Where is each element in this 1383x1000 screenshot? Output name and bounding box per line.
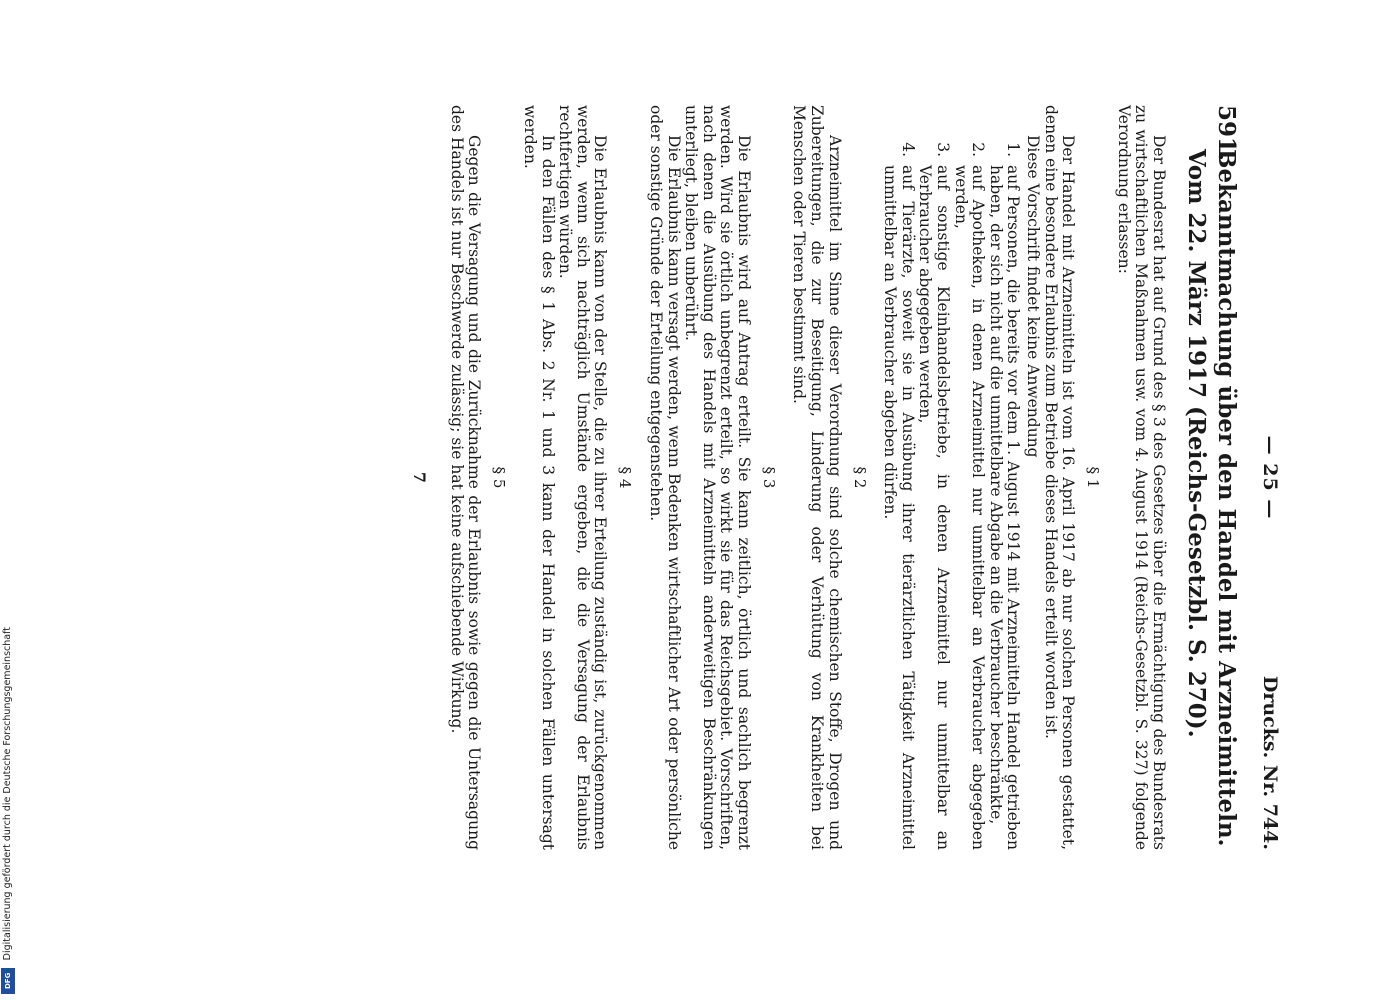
section-1-paragraph: Diese Vorschrift findet keine Anwendung [1024,135,1043,458]
list-item-text: auf Apotheken, in denen Arzneimittel nur unmittelbar an Verbraucher abgegeben werden, [951,165,988,850]
section-heading-5: § 5 [490,466,509,489]
list-item [916,105,951,850]
section-heading-4: § 4 [616,466,635,489]
page-number: — 25 — [1259,435,1281,520]
preamble: Der Bundesrat hat auf Grund des § 3 des Gesetzes über die Ermächtigung des Bundesrats zu wirtschaftlichen Maßnahmen usw. vom 4. August 1914 (Reichs-Gesetzbl. S. 327) folgende Verordnung erlassen: [1114,105,1168,850]
spacer [1167,105,1181,850]
exemption-list [881,105,1022,850]
ordinance-number: 591. [1213,105,1240,162]
section-3-paragraph: Die Erlaubnis kann versagt werden, wenn Bedenken wirtschaftlicher Art oder persönliche oder sonstige Gründe der Erteilung entgegenstehen. [646,105,683,850]
dfg-logo: DFG [1,968,15,994]
ordinance-title [1181,105,1241,850]
section-5-paragraph: Gegen die Versagung und die Zurücknahme der Erlaubnis sowie gegen die Untersagung des Handels ist nur Beschwerde zulässig; sie hat keine aufschiebende Wirkung. [447,105,484,850]
document-reference: Drucks. Nr. 744. [1259,675,1281,850]
list-item [986,105,1021,850]
list-item-number: 4. [898,142,917,157]
running-header [1251,105,1281,850]
list-item-text: auf sonstige Kleinhandelsbetriebe, in denen Arzneimittel nur unmittelbar an Verbraucher abgegeben werden, [916,165,953,850]
title-line-1: Bekanntmachung über den Handel mit Arzneimitteln. [1213,149,1240,847]
list-item-text: auf Personen, die bereits vor dem 1. August 1914 mit Arzneimitteln Handel getrieben haben, der sich nicht auf die unmittelbare Abgabe an die Verbraucher beschränkte, [986,165,1023,850]
section-heading-2: § 2 [850,466,869,489]
list-item-number: 3. [934,142,953,157]
document-sheet [407,105,1281,850]
list-item [881,105,916,850]
list-item-number: 2. [969,142,988,157]
title-text [1181,149,1241,850]
section-heading-3: § 3 [759,466,778,489]
section-4-paragraph: In den Fällen des § 1 Abs. 2 Nr. 1 und 3 kann der Handel in solchen Fällen untersagt werden. [520,105,557,850]
section-heading-1: § 1 [1084,466,1103,489]
section-3-paragraph: Die Erlaubnis wird auf Antrag erteilt. Sie kann zeitlich, örtlich und sachlich begrenzt werden. Wird sie örtlich unbegrenzt erteilt, so wirkt sie für das Reichsgebiet. Vorschriften, nach denen die Ausübung des Handels mit Arzneimitteln anderweitigen Beschränkungen unterliegt, bleiben unberührt. [682,105,753,850]
list-item-number: 1. [1004,142,1023,157]
list-item-text: auf Tierärzte, soweit sie in Ausübung ihrer tierärztlichen Tätigkeit Arzneimittel unmittelbar an Verbraucher abgeben dürfen. [881,165,917,850]
signature-mark: 7 [410,471,430,484]
list-item [951,105,986,850]
section-2-paragraph: Arzneimittel im Sinne dieser Verordnung sind solche chemischen Stoffe, Drogen und Zubereitungen, die zur Beseitigung, Linderung oder Verhütung von Krankheiten bei Menschen oder Tieren bestimmt sind. [790,105,844,850]
title-line-2: Vom 22. März 1917 (Reichs-Gesetzbl. S. 270). [1183,149,1210,738]
digitization-credit: Digitalisierung gefördert durch die Deutsche Forschungsgemeinschaft [2,626,13,960]
section-4-paragraph: Die Erlaubnis kann von der Stelle, die zu ihrer Erteilung zuständig ist, zurückgenommen werden, wenn sich nachträglich Umstände ergeben, die die Versagung der Erlaubnis rechtfertigen würden. [556,105,610,850]
section-1-paragraph: Der Handel mit Arzneimitteln ist vom 16. April 1917 ab nur solchen Personen gestattet, denen eine besondere Erlaubnis zum Betriebe dieses Handels erteilt worden ist. [1041,105,1078,850]
signature-area [407,105,447,850]
